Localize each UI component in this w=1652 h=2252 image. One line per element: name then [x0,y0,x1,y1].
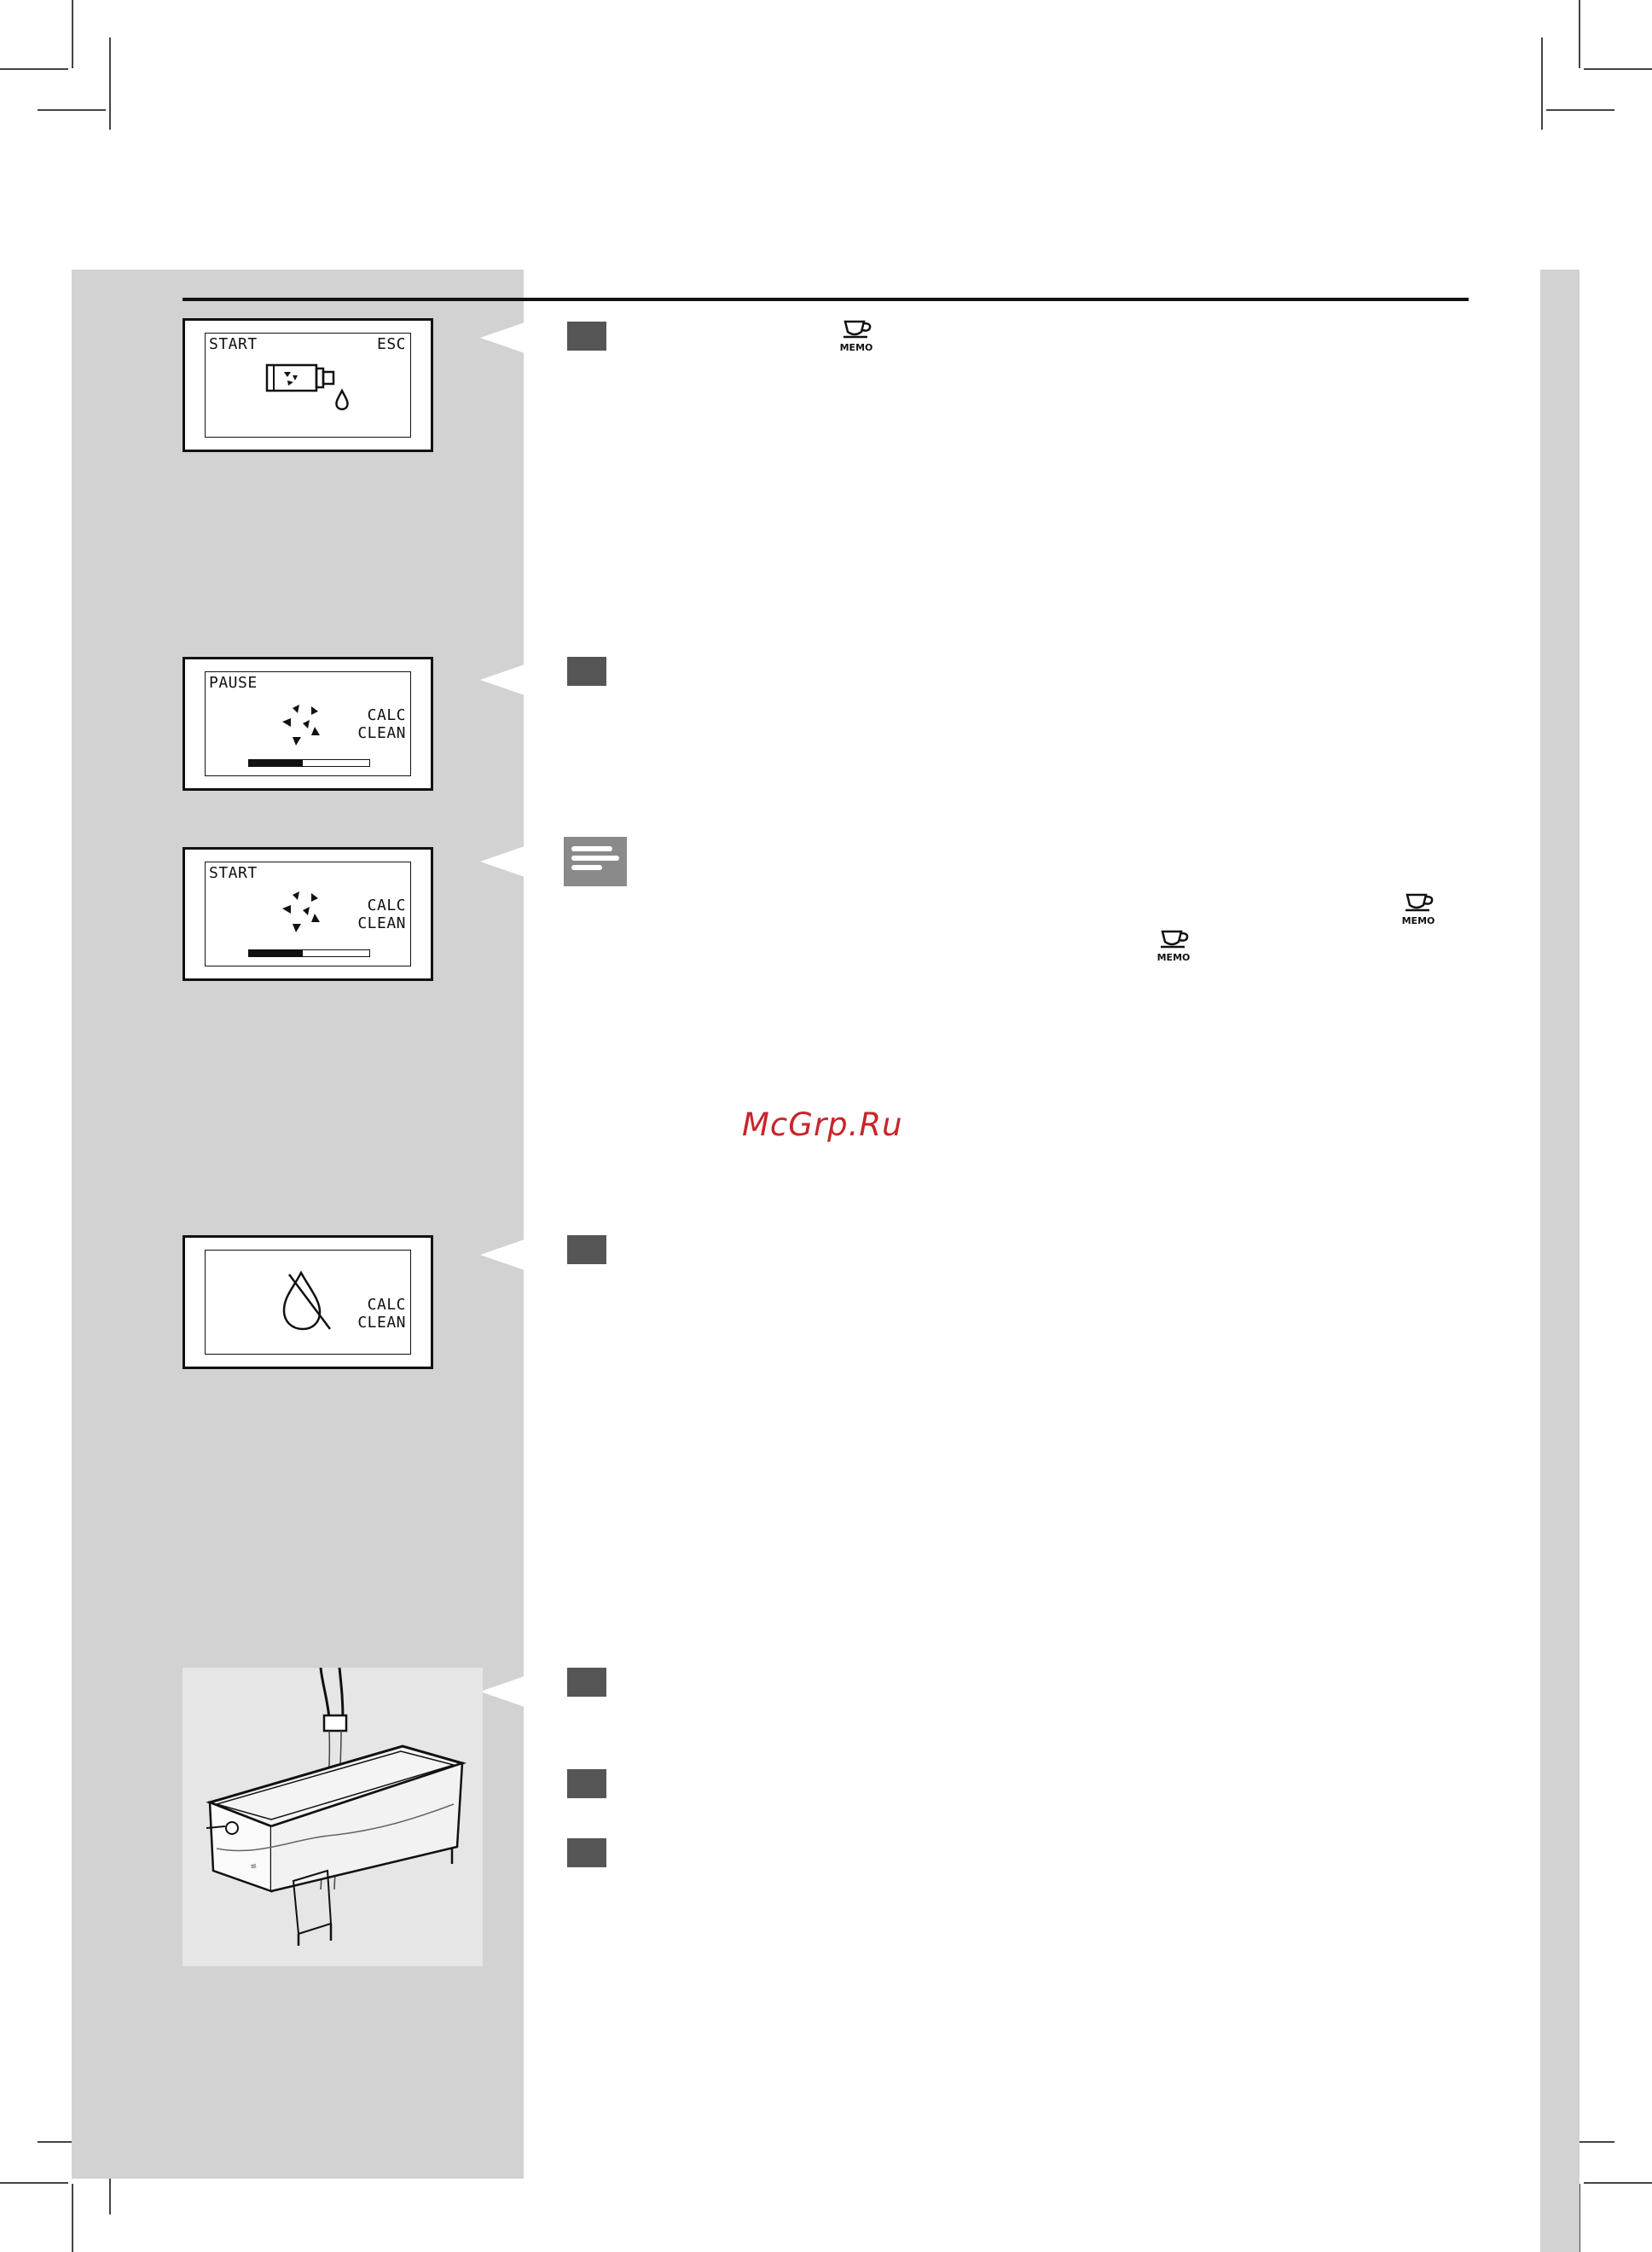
note-icon [564,837,627,886]
lcd-frame [205,1250,411,1355]
calc-crystals-icon [281,701,333,754]
note-line [571,856,619,861]
step-marker [567,322,606,351]
lcd-pause-label: PAUSE [209,674,258,692]
lcd-clean-label: CLEAN [357,1314,406,1332]
no-water-drop-icon [277,1268,337,1336]
lcd-right-text [357,1296,406,1332]
crop-mark [109,38,111,130]
crop-mark [1546,109,1614,111]
step-marker [567,1668,606,1697]
note-line [571,865,602,870]
right-edge-band [1540,270,1580,2252]
lcd-calc-label: CALC [367,897,406,914]
lcd-calc-label: CALC [367,1296,406,1314]
crop-mark [1584,68,1652,70]
progress-fill [249,760,303,766]
descaler-bottle-icon [265,362,351,415]
lcd-start-label: START [209,864,258,882]
section-rule [183,298,1469,301]
step-marker [567,657,606,686]
crop-mark [38,109,106,111]
crop-mark [0,2182,68,2184]
progress-bar [248,759,370,767]
crop-mark [1584,2182,1652,2184]
lcd-screen-start-calc [183,847,433,981]
lcd-calc-label: CALC [367,706,406,724]
water-tank-illustration [183,1668,483,1966]
lcd-screen-pause [183,657,433,791]
svg-text:MEMO: MEMO [1401,915,1435,926]
crop-mark [1541,38,1543,130]
pointer-arrow [480,1239,525,1270]
progress-fill [249,950,303,956]
step-marker [567,1769,606,1798]
lcd-start-label: START [209,335,258,353]
svg-text:MEMO: MEMO [839,342,873,353]
cup-memo-icon [838,318,876,354]
watermark: McGrp.Ru [742,1106,903,1143]
pointer-arrow [480,846,525,877]
lcd-screen-start-esc [183,318,433,452]
lcd-frame [205,671,411,776]
svg-text:≡: ≡ [250,1862,258,1872]
lcd-screen-no-water [183,1235,433,1369]
crop-mark [72,2184,73,2252]
cup-memo-icon [1156,928,1193,964]
lcd-right-text [357,706,406,742]
lcd-clean-label: CLEAN [357,914,406,932]
pointer-arrow [480,665,525,695]
svg-text:MEMO: MEMO [1156,952,1191,963]
pointer-arrow [480,1676,525,1707]
pointer-arrow [480,322,525,353]
step-marker [567,1838,606,1867]
crop-mark [0,68,68,70]
note-line [571,846,612,851]
crop-mark [1579,0,1580,68]
lcd-clean-label: CLEAN [357,724,406,742]
calc-crystals-icon [281,888,333,941]
lcd-frame [205,333,411,438]
lcd-frame [205,862,411,966]
progress-bar [248,949,370,957]
lcd-right-text [357,897,406,932]
crop-mark [72,0,73,68]
water-tank-drawing [183,1668,483,1966]
lcd-esc-label: ESC [376,335,406,353]
step-marker [567,1235,606,1264]
cup-memo-icon [1400,891,1438,927]
